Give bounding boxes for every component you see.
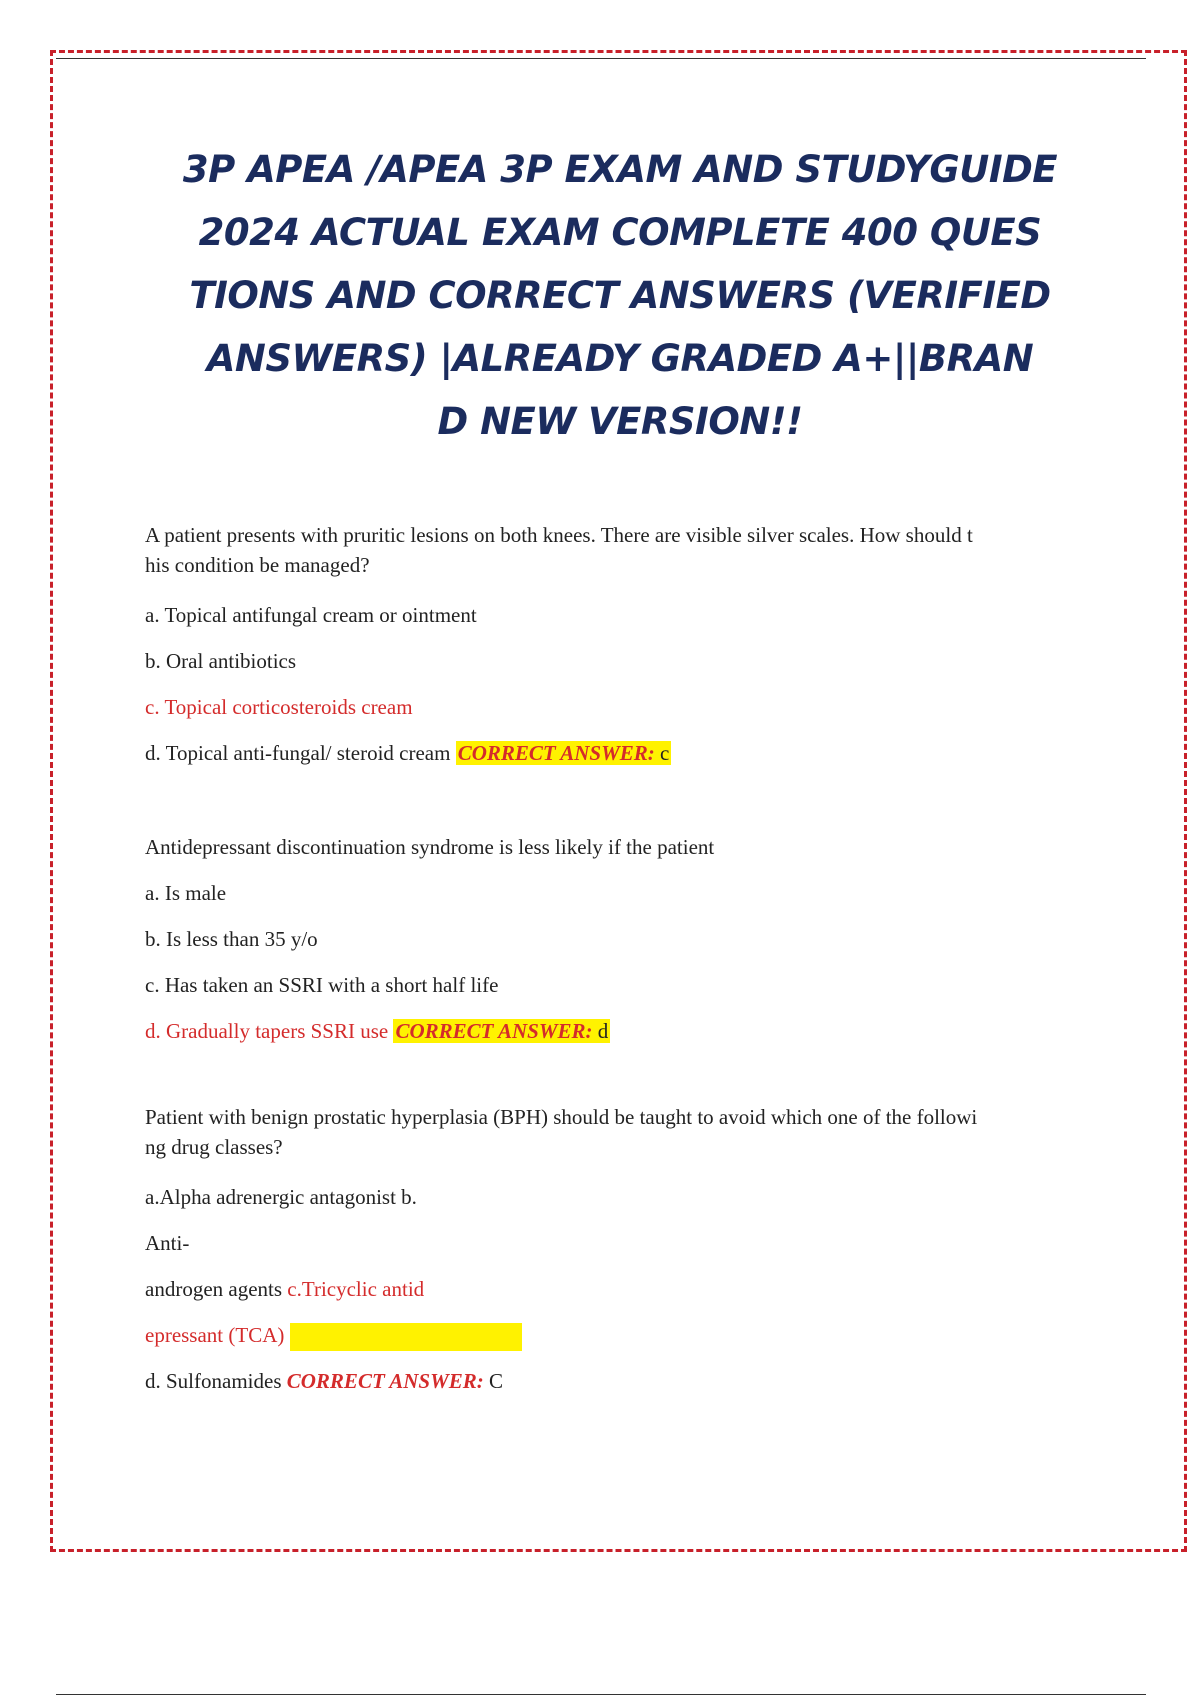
question-block-1 <box>145 520 1095 776</box>
option-d-text: d. Sulfonamides <box>145 1369 282 1393</box>
question-block-2 <box>145 824 1095 1054</box>
correct-answer-value: d <box>597 1019 609 1043</box>
correct-answer-highlight <box>393 1019 610 1043</box>
title-line: TIONS AND CORRECT ANSWERS (VERIFIED <box>189 274 1051 317</box>
option-c: c. Has taken an SSRI with a short half life <box>145 973 499 997</box>
correct-answer-value: C <box>489 1369 504 1393</box>
option-d-text: d. Topical anti-fungal/ steroid cream <box>145 741 451 765</box>
option-line <box>145 1266 1095 1312</box>
option-c-correct: c. Topical corticosteroids cream <box>145 695 413 719</box>
option-b: b. Is less than 35 y/o <box>145 927 318 951</box>
title-line: 2024 ACTUAL EXAM COMPLETE 400 QUES <box>198 211 1042 254</box>
highlight-block <box>290 1323 522 1351</box>
question-stem-line: ng drug classes? <box>145 1135 283 1159</box>
option-a: a. Is male <box>145 881 227 905</box>
correct-answer-label: CORRECT ANSWER: <box>457 741 655 765</box>
question-stem: Antidepressant discontinuation syndrome is less likely if the patient <box>145 835 715 859</box>
option-d-correct <box>145 1008 1095 1054</box>
question-stem <box>145 1102 1095 1162</box>
option-d-text: d. Gradually tapers SSRI use <box>145 1019 389 1043</box>
correct-answer-value: c <box>660 741 670 765</box>
title-line: 3P APEA /APEA 3P EXAM AND STUDYGUIDE <box>182 148 1058 191</box>
bottom-rule <box>56 1694 1146 1695</box>
document-title <box>140 138 1100 453</box>
correct-answer-label: CORRECT ANSWER: <box>395 1019 593 1043</box>
question-stem-line: Patient with benign prostatic hyperplasia (BPH) should be taught to avoid which one of the followi <box>145 1105 978 1129</box>
option-b: b. Oral antibiotics <box>145 649 297 673</box>
option-a: a. Topical antifungal cream or ointment <box>145 603 477 627</box>
title-line: ANSWERS) |ALREADY GRADED A+||BRAN <box>206 337 1034 380</box>
question-stem <box>145 520 1095 580</box>
option-line: Anti- <box>145 1231 190 1255</box>
option-text: androgen agents <box>145 1277 283 1301</box>
option-c-correct: epressant (TCA) <box>145 1323 285 1347</box>
correct-answer-highlight <box>456 741 672 765</box>
correct-answer-label: CORRECT ANSWER: <box>286 1369 484 1393</box>
option-line: a.Alpha adrenergic antagonist b. <box>145 1185 417 1209</box>
option-d <box>145 730 1095 776</box>
option-d <box>145 1358 1095 1404</box>
option-c-correct: c.Tricyclic antid <box>287 1277 425 1301</box>
question-block-3 <box>145 1102 1095 1404</box>
question-list <box>145 520 1095 1404</box>
option-line <box>145 1312 1095 1358</box>
question-stem-line: his condition be managed? <box>145 553 370 577</box>
question-stem-line: A patient presents with pruritic lesions on both knees. There are visible silver scales. How should t <box>145 523 973 547</box>
top-rule <box>56 58 1146 59</box>
title-line: D NEW VERSION!! <box>437 400 803 443</box>
